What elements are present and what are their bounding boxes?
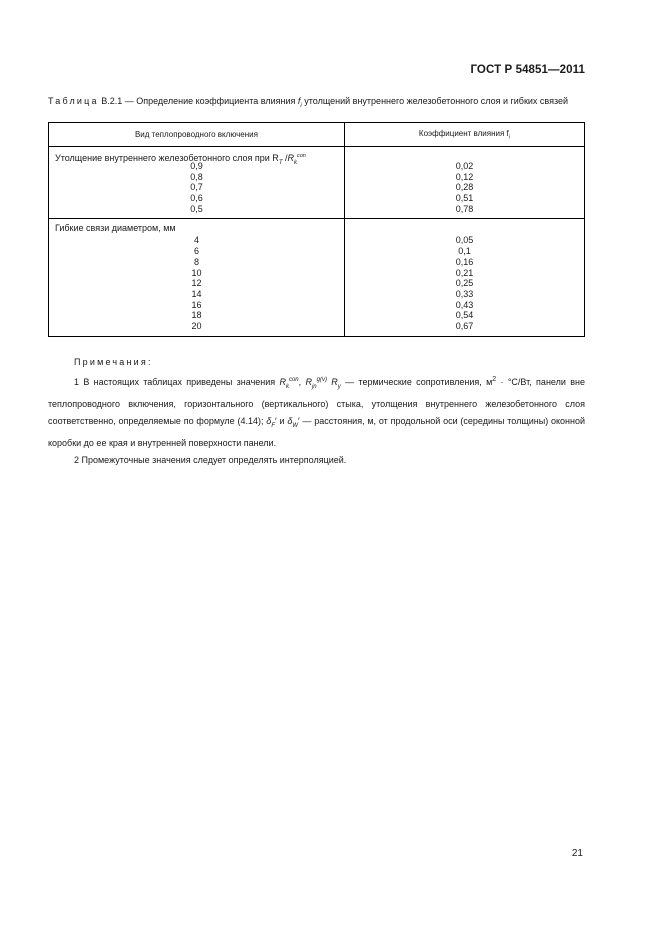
caption-symbol: f bbox=[297, 96, 301, 106]
row-param: 16 bbox=[191, 299, 202, 310]
note-2: 2 Промежуточные значения следует определять интерполяцией. bbox=[74, 454, 347, 465]
page-number: 21 bbox=[571, 848, 583, 859]
caption-number: В.2.1 bbox=[101, 96, 123, 106]
header-coefficient: Коэффициент влияния $f_i$ bbox=[344, 123, 584, 147]
table-header-row bbox=[49, 123, 585, 147]
row-value: 0,28 bbox=[455, 182, 474, 193]
row-value: 0,25 bbox=[455, 278, 474, 289]
row-value: 0,43 bbox=[455, 299, 474, 310]
row-param: 8 bbox=[193, 256, 199, 267]
caption-prefix: Таблица bbox=[48, 96, 99, 106]
row-param: 0,5 bbox=[190, 203, 203, 214]
note-1: 1 В настоящих таблицах приведены значения $R_k^{con}$, $R_{jn}^{g(v)}$ $R_y$ — термические сопротивления, $м^2 \cdot ^\circ С/Вт$, панели вне теплопроводного включения, горизонтального (вертикального) стыка, утолщения внутреннего железобетонного слоя соответственно, определяемые по формуле (4.14); $\delta_F'$ и $\delta_W'$ — расстояния, м, от продольной оси (середины толщины) оконной коробки до ее края и внутренней поверхности панели. bbox=[48, 376, 586, 448]
row-value: 0,54 bbox=[455, 310, 474, 321]
notes-title: Примечания: bbox=[74, 357, 153, 367]
row-value: 0,02 bbox=[455, 161, 474, 171]
row-param: 0,9 bbox=[190, 161, 203, 171]
row-param: 0,8 bbox=[190, 171, 203, 182]
row-value: 0,51 bbox=[455, 193, 474, 204]
row-param: 0,6 bbox=[190, 193, 203, 204]
row-param: 12 bbox=[191, 278, 202, 289]
coefficient-table bbox=[48, 122, 585, 337]
row-param: 6 bbox=[193, 246, 199, 257]
row-param: 14 bbox=[191, 288, 202, 299]
row-value: 0,12 bbox=[455, 171, 474, 182]
row-param: 20 bbox=[191, 320, 202, 331]
document-code: ГОСТ Р 54851—2011 bbox=[470, 64, 585, 76]
table-group-thickening bbox=[49, 147, 585, 219]
table-group-flexible-ties bbox=[49, 219, 585, 336]
row-param: 4 bbox=[193, 235, 199, 246]
row-value: 0,16 bbox=[455, 256, 474, 267]
notes-section bbox=[48, 354, 585, 469]
caption-text-before: — Определение коэффициента влияния bbox=[122, 96, 298, 106]
table-caption bbox=[48, 96, 584, 112]
header-inclusion-type: Вид теплопроводного включения bbox=[49, 123, 345, 147]
row-value: 0,1 bbox=[458, 246, 471, 257]
row-param: 18 bbox=[191, 310, 202, 321]
caption-symbol-sub: i bbox=[300, 102, 302, 109]
row-value: 0,05 bbox=[455, 235, 474, 246]
group-title-thickening: Утолщение внутреннего железобетонного слоя при $R_T$ $/R_k^{con}$ bbox=[55, 153, 306, 166]
row-param: 10 bbox=[191, 267, 202, 278]
row-value: 0,67 bbox=[455, 320, 474, 331]
group-title-flexible-ties: Гибкие связи диаметром, мм bbox=[55, 223, 176, 234]
caption-text-after: утолщений внутреннего железобетонного слоя и гибких связей bbox=[301, 96, 569, 106]
row-value: 0,21 bbox=[455, 267, 474, 278]
row-param: 0,7 bbox=[190, 182, 203, 193]
row-value: 0,78 bbox=[455, 203, 474, 214]
row-value: 0,33 bbox=[455, 288, 474, 299]
